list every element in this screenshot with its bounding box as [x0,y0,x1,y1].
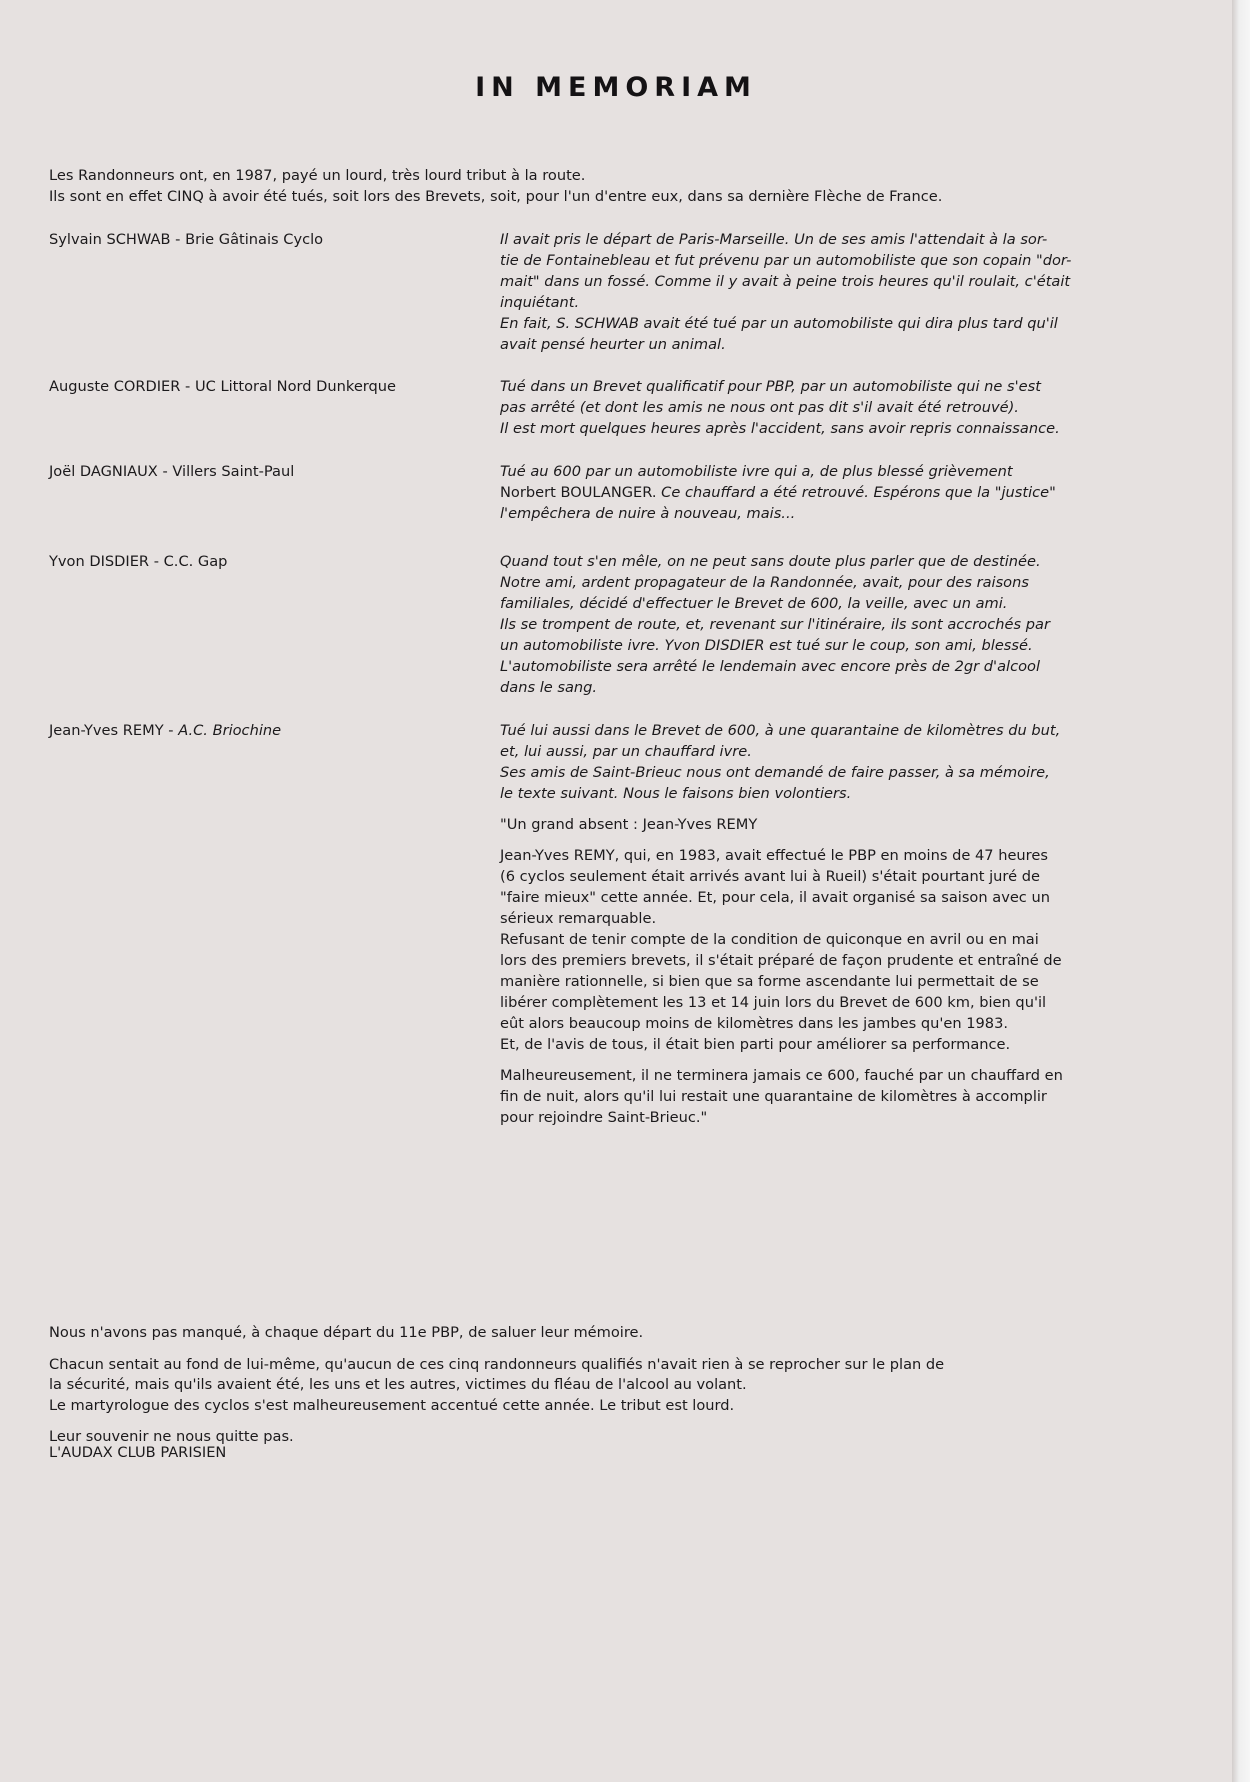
text-fragment: Ce chauffard a été retrouvé. Espérons que la "justice" [656,484,1056,501]
text-line: fin de nuit, alors qu'il lui restait une quarantaine de kilomètres à accomplir [500,1088,1047,1105]
text-line: Tué dans un Brevet qualificatif pour PBP, par un automobiliste qui ne s'est [500,378,1041,395]
text-line: sérieux remarquable. [500,910,657,927]
text-line: inquiétant. [500,294,580,311]
text-line: libérer complètement les 13 et 14 juin lors du Brevet de 600 km, bien qu'il [500,994,1047,1011]
text-line: un automobiliste ivre. Yvon DISDIER est tué sur le coup, son ami, blessé. [500,637,1033,654]
text-line: Jean-Yves REMY, qui, en 1983, avait effectué le PBP en moins de 47 heures [500,847,1048,864]
signature: L'AUDAX CLUB PARISIEN [49,1444,227,1461]
page-title: IN MEMORIAM [475,72,757,103]
entry-intro [500,720,1250,804]
text-line: Et, de l'avis de tous, il était bien parti pour améliorer sa performance. [500,1036,1011,1053]
intro-line: Les Randonneurs ont, en 1987, payé un lourd, très lourd tribut à la route. [49,167,586,184]
text-line: Il avait pris le départ de Paris-Marseille. Un de ses amis l'attendait à la sor- [500,231,1048,248]
text-line: Refusant de tenir compte de la condition de quiconque en avril ou en mai [500,931,1039,948]
text-line: Tué lui aussi dans le Brevet de 600, à une quarantaine de kilomètres du but, [500,722,1061,739]
text-line: En fait, S. SCHWAB avait été tué par un automobiliste qui dira plus tard qu'il [500,315,1058,332]
entry-name: Sylvain SCHWAB - Brie Gâtinais Cyclo [49,231,324,248]
closing-paragraph [49,1323,1189,1459]
text-line: Malheureusement, il ne terminera jamais ce 600, fauché par un chauffard en [500,1067,1063,1084]
intro-paragraph [49,166,1179,207]
text-line: et, lui aussi, par un chauffard ivre. [500,743,752,760]
text-line: pour rejoindre Saint-Brieuc." [500,1109,708,1126]
text-line: familiales, décidé d'effectuer le Brevet de 600, la veille, avec un ami. [500,595,1008,612]
entry-text [500,461,1250,524]
text-line: Quand tout s'en mêle, on ne peut sans doute plus parler que de destinée. [500,553,1041,570]
text-line [500,482,1250,503]
closing-line: Le martyrologue des cyclos s'est malheureusement accentué cette année. Le tribut est lourd. [49,1396,735,1414]
text-line: dans le sang. [500,679,598,696]
entry-name [49,720,499,741]
text-line: (6 cyclos seulement était arrivés avant lui à Rueil) s'était pourtant juré de [500,868,1040,885]
closing-line: la sécurité, mais qu'ils avaient été, les uns et les autres, victimes du fléau de l'alcool au volant. [49,1376,747,1393]
entry-name-person: Jean-Yves REMY - [49,722,179,739]
text-line: eût alors beaucoup moins de kilomètres dans les jambes qu'en 1983. [500,1015,1009,1032]
entry-text [500,376,1250,439]
text-line: avait pensé heurter un animal. [500,336,726,353]
text-line: pas arrêté (et dont les amis ne nous ont pas dit s'il avait été retrouvé). [500,399,1019,416]
intro-line: Ils sont en effet CINQ à avoir été tués, soit lors des Brevets, soit, pour l'un d'entre eux, dans sa dernière Flèche de France. [49,187,943,205]
text-line: Ils se trompent de route, et, revenant sur l'itinéraire, ils sont accrochés par [500,616,1050,633]
text-line: lors des premiers brevets, il s'était préparé de façon prudente et entraîné de [500,952,1062,969]
entry-text [500,720,1250,1128]
closing-line: Leur souvenir ne nous quitte pas. [49,1428,294,1445]
text-line: Ses amis de Saint-Brieuc nous ont demandé de faire passer, à sa mémoire, [500,764,1050,781]
victim-name: Norbert BOULANGER. [500,484,657,501]
entry-name: Yvon DISDIER - C.C. Gap [49,553,228,570]
text-line: Notre ami, ardent propagateur de la Randonnée, avait, pour des raisons [500,574,1029,591]
closing-line: Nous n'avons pas manqué, à chaque départ du 11e PBP, de saluer leur mémoire. [49,1324,644,1341]
text-line: manière rationnelle, si bien que sa forme ascendante lui permettait de se [500,973,1039,990]
text-line: tie de Fontainebleau et fut prévenu par un automobiliste que son copain "dor- [500,252,1072,269]
text-line: Il est mort quelques heures après l'accident, sans avoir repris connaissance. [500,420,1060,437]
entry-name: Auguste CORDIER - UC Littoral Nord Dunkerque [49,378,397,395]
text-line: mait" dans un fossé. Comme il y avait à peine trois heures qu'il roulait, c'était [500,273,1071,290]
quote-title: "Un grand absent : Jean-Yves REMY [500,816,758,833]
text-line: l'empêchera de nuire à nouveau, mais... [500,505,796,522]
entry-text [500,229,1250,355]
quote-paragraph [500,1065,1250,1128]
entry-name: Joël DAGNIAUX - Villers Saint-Paul [49,463,295,480]
entry-text [500,551,1250,698]
text-line: L'automobiliste sera arrêté le lendemain avec encore près de 2gr d'alcool [500,658,1041,675]
entry-name-club: A.C. Briochine [178,722,282,739]
text-line: "faire mieux" cette année. Et, pour cela, il avait organisé sa saison avec un [500,889,1050,906]
page-edge [1232,0,1250,1782]
text-line: Tué au 600 par un automobiliste ivre qui a, de plus blessé grièvement [500,463,1013,480]
text-line: le texte suivant. Nous le faisons bien volontiers. [500,785,852,802]
closing-line: Chacun sentait au fond de lui-même, qu'aucun de ces cinq randonneurs qualifiés n'avait rien à se reprocher sur le plan de [49,1355,945,1373]
quote-paragraph [500,845,1250,1055]
